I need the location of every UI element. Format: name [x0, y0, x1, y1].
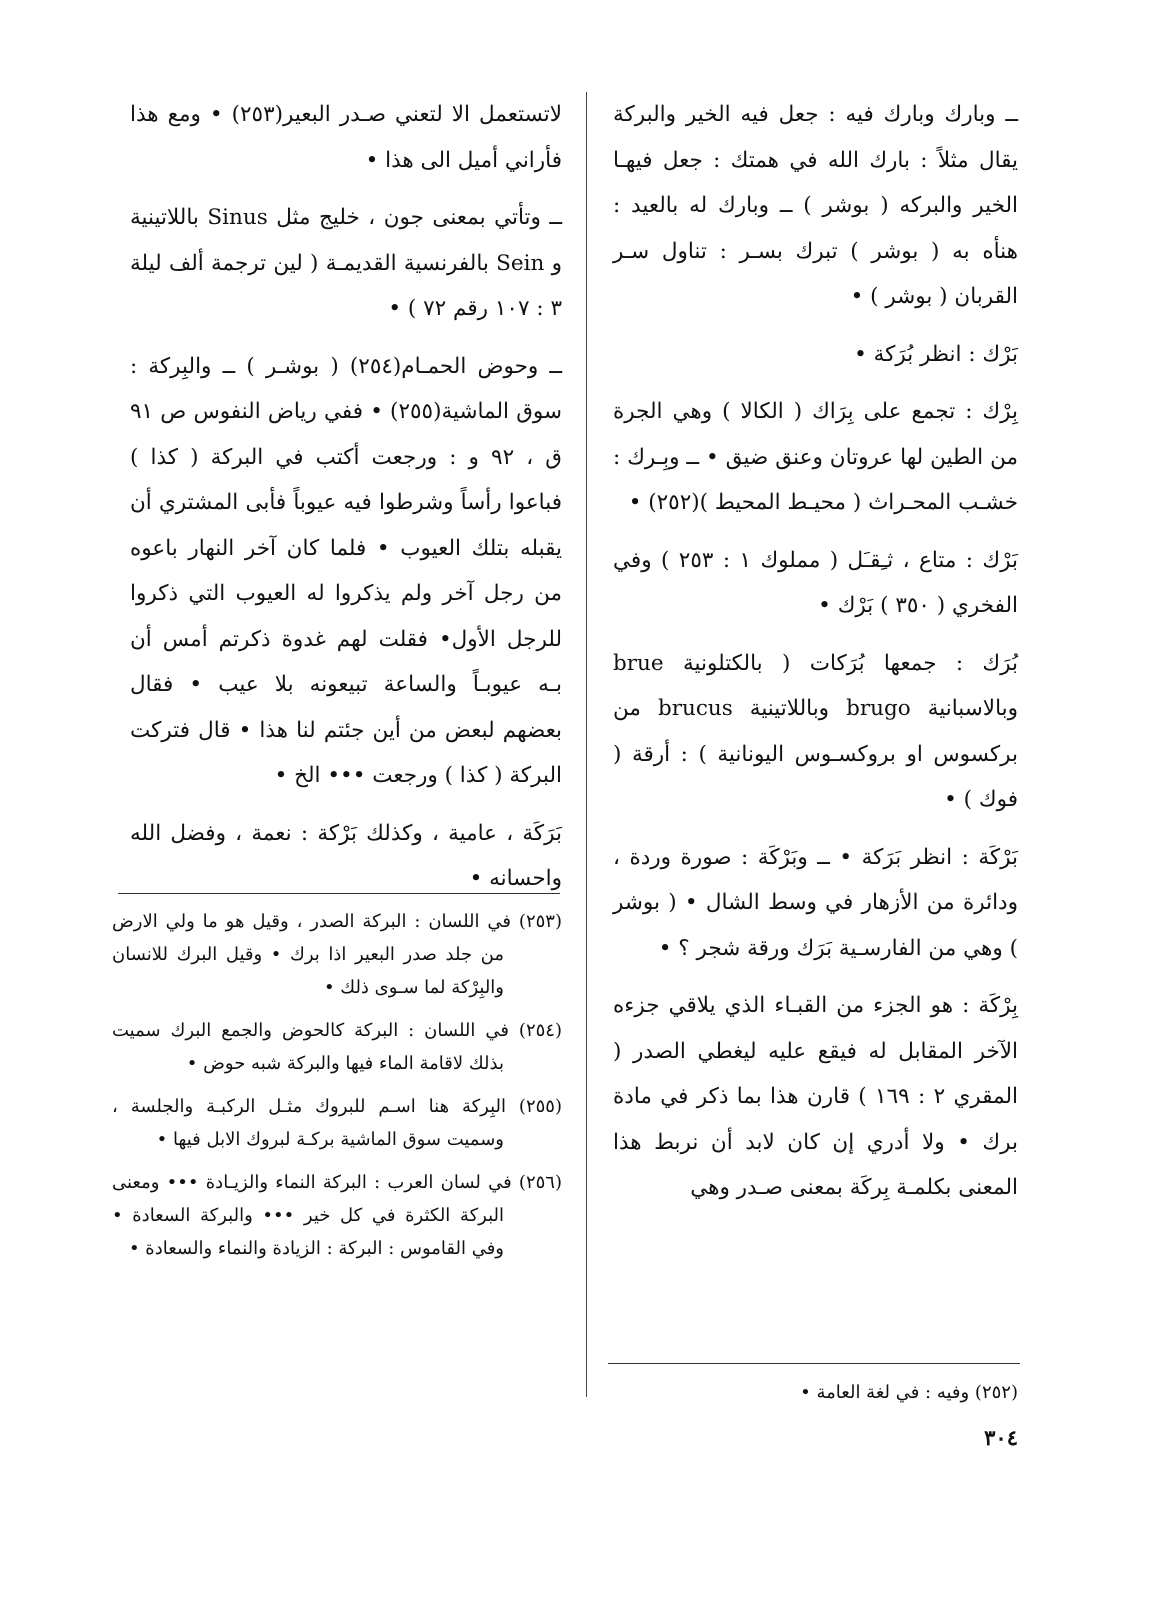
entry-paragraph: بَرْك : متاع ، ثـِقـَل ( مملوك ١ : ٢٥٣ ) وفي الفخري ( ٣٥٠ ) بَرْك •: [613, 547, 1018, 618]
entry-paragraph: بَرْك : انظر بُرَكة •: [854, 341, 1018, 367]
entry-paragraph: بَرْكَة : انظر بَرَكة • ــ وبَرْكَة : صورة وردة ، ودائرة من الأزهار في وسط الشال • ( بوشر ) وهي من الفارسـية بَرَك ورقة شجر ؟ •: [613, 844, 1018, 961]
footnote: (٢٥٦) في لسان العرب : البركة النماء والزيـادة ••• ومعنى البركة الكثرة في كل خير ••• والبركة السعادة • وفي القاموس : البركة : الزيادة والنماء والسعادة •: [112, 1172, 562, 1259]
entry-paragraph: بِرْكَة : هو الجزء من القبـاء الذي يلاقي جزءه الآخر المقابل له فيقع عليه ليغطي الصدر ( المقري ٢ : ١٦٩ ) قارن هذا بما ذكر في مادة برك • ولا أدري إن كان لابد أن نربط هذا المعنى بكلمـة بِركَة بمعنى صـدر وهي: [613, 993, 1018, 1200]
entry-paragraph: ــ وحوض الحمـام(٢٥٤) ( بوشـر ) ــ والبِركة : سوق الماشية(٢٥٥) • ففي رياض النفوس ص ٩١ ق ، ٩٢ و : ورجعت أكتب في البركة ( كذا ) فباعوا رأساً وشرطوا فيه عيوباً فأبى المشتري أن يقبله بتلك العيوب • فلما كان آخر النهار باعوه من رجل آخر ولم يذكروا له العيوب التي ذكروا للرجل الأول• فقلت لهم غدوة ذكرتم أمس أن بـه عيوبـاً والساعة تبيعونه بلا عيب • فقال بعضهم لبعض من أين جئتم لنا هذا • قال فتركت البركة ( كذا ) ورجعت ••• الخ •: [130, 353, 562, 788]
footnote-rule: [118, 893, 560, 894]
footnote-rule: [608, 1363, 1020, 1364]
right-column: [613, 92, 1018, 1223]
entry-paragraph: لاتستعمل الا لتعني صـدر البعير(٢٥٣) • ومع هذا فأراني أميل الى هذا •: [130, 102, 562, 173]
page-number: ٣٠٤: [984, 1425, 1018, 1450]
entry-paragraph: بُرَك : جمعها بُرَكات ( بالكتلونية brue وبالاسبانية brugo وباللاتينية brucus من بركسوس او بروكسـوس اليونانية ) : أرقة ( فوك ) •: [613, 650, 1018, 812]
footnote: (٢٥٢) وفيه : في لغة العامة •: [800, 1382, 1018, 1403]
entry-paragraph: بَرَكَة ، عامية ، وكذلك بَرْكة : نعمة ، وفضل الله واحسانه •: [130, 820, 562, 891]
column-divider: [586, 92, 587, 1397]
left-column: [130, 92, 562, 914]
footnote: (٢٥٤) في اللسان : البركة كالحوض والجمع البرك سميت بذلك لاقامة الماء فيها والبركة شبه حوض •: [112, 1020, 562, 1074]
footnote: (٢٥٥) البِركة هنا اسـم للبروك مثـل الركبـة والجلسة ، وسميت سوق الماشية بركـة لبروك الابل فيها •: [112, 1096, 562, 1150]
footnotes-left: [112, 905, 562, 1275]
entry-paragraph: ــ وبارك وبارك فيه : جعل فيه الخير والبركة يقال مثلاً : بارك الله في همتك : جعل فيهـا الخير والبركه ( بوشر ) ــ وبارك له بالعيد : هنأه به ( بوشر ) تبرك بسـر : تناول سـر القربان ( بوشر ) •: [613, 102, 1018, 309]
entry-paragraph: ــ وتأتي بمعنى جون ، خليج مثل Sinus باللاتينية و Sein بالفرنسية القديمـة ( لين ترجمة ألف ليلة ٣ : ١٠٧ رقم ٧٢ ) •: [130, 205, 562, 321]
footnote: (٢٥٣) في اللسان : البركة الصدر ، وقيل هو ما ولي الارض من جلد صدر البعير اذا برك • وقيل البرك للانسان والبِرْكة لما سـوى ذلك •: [112, 911, 562, 998]
entry-paragraph: بِرْك : تجمع على بِرَاك ( الكالا ) وهي الجرة من الطين لها عروتان وعنق ضيق • ــ وبِـرك : خشـب المحـراث ( محيـط المحيط )(٢٥٢) •: [613, 399, 1018, 515]
